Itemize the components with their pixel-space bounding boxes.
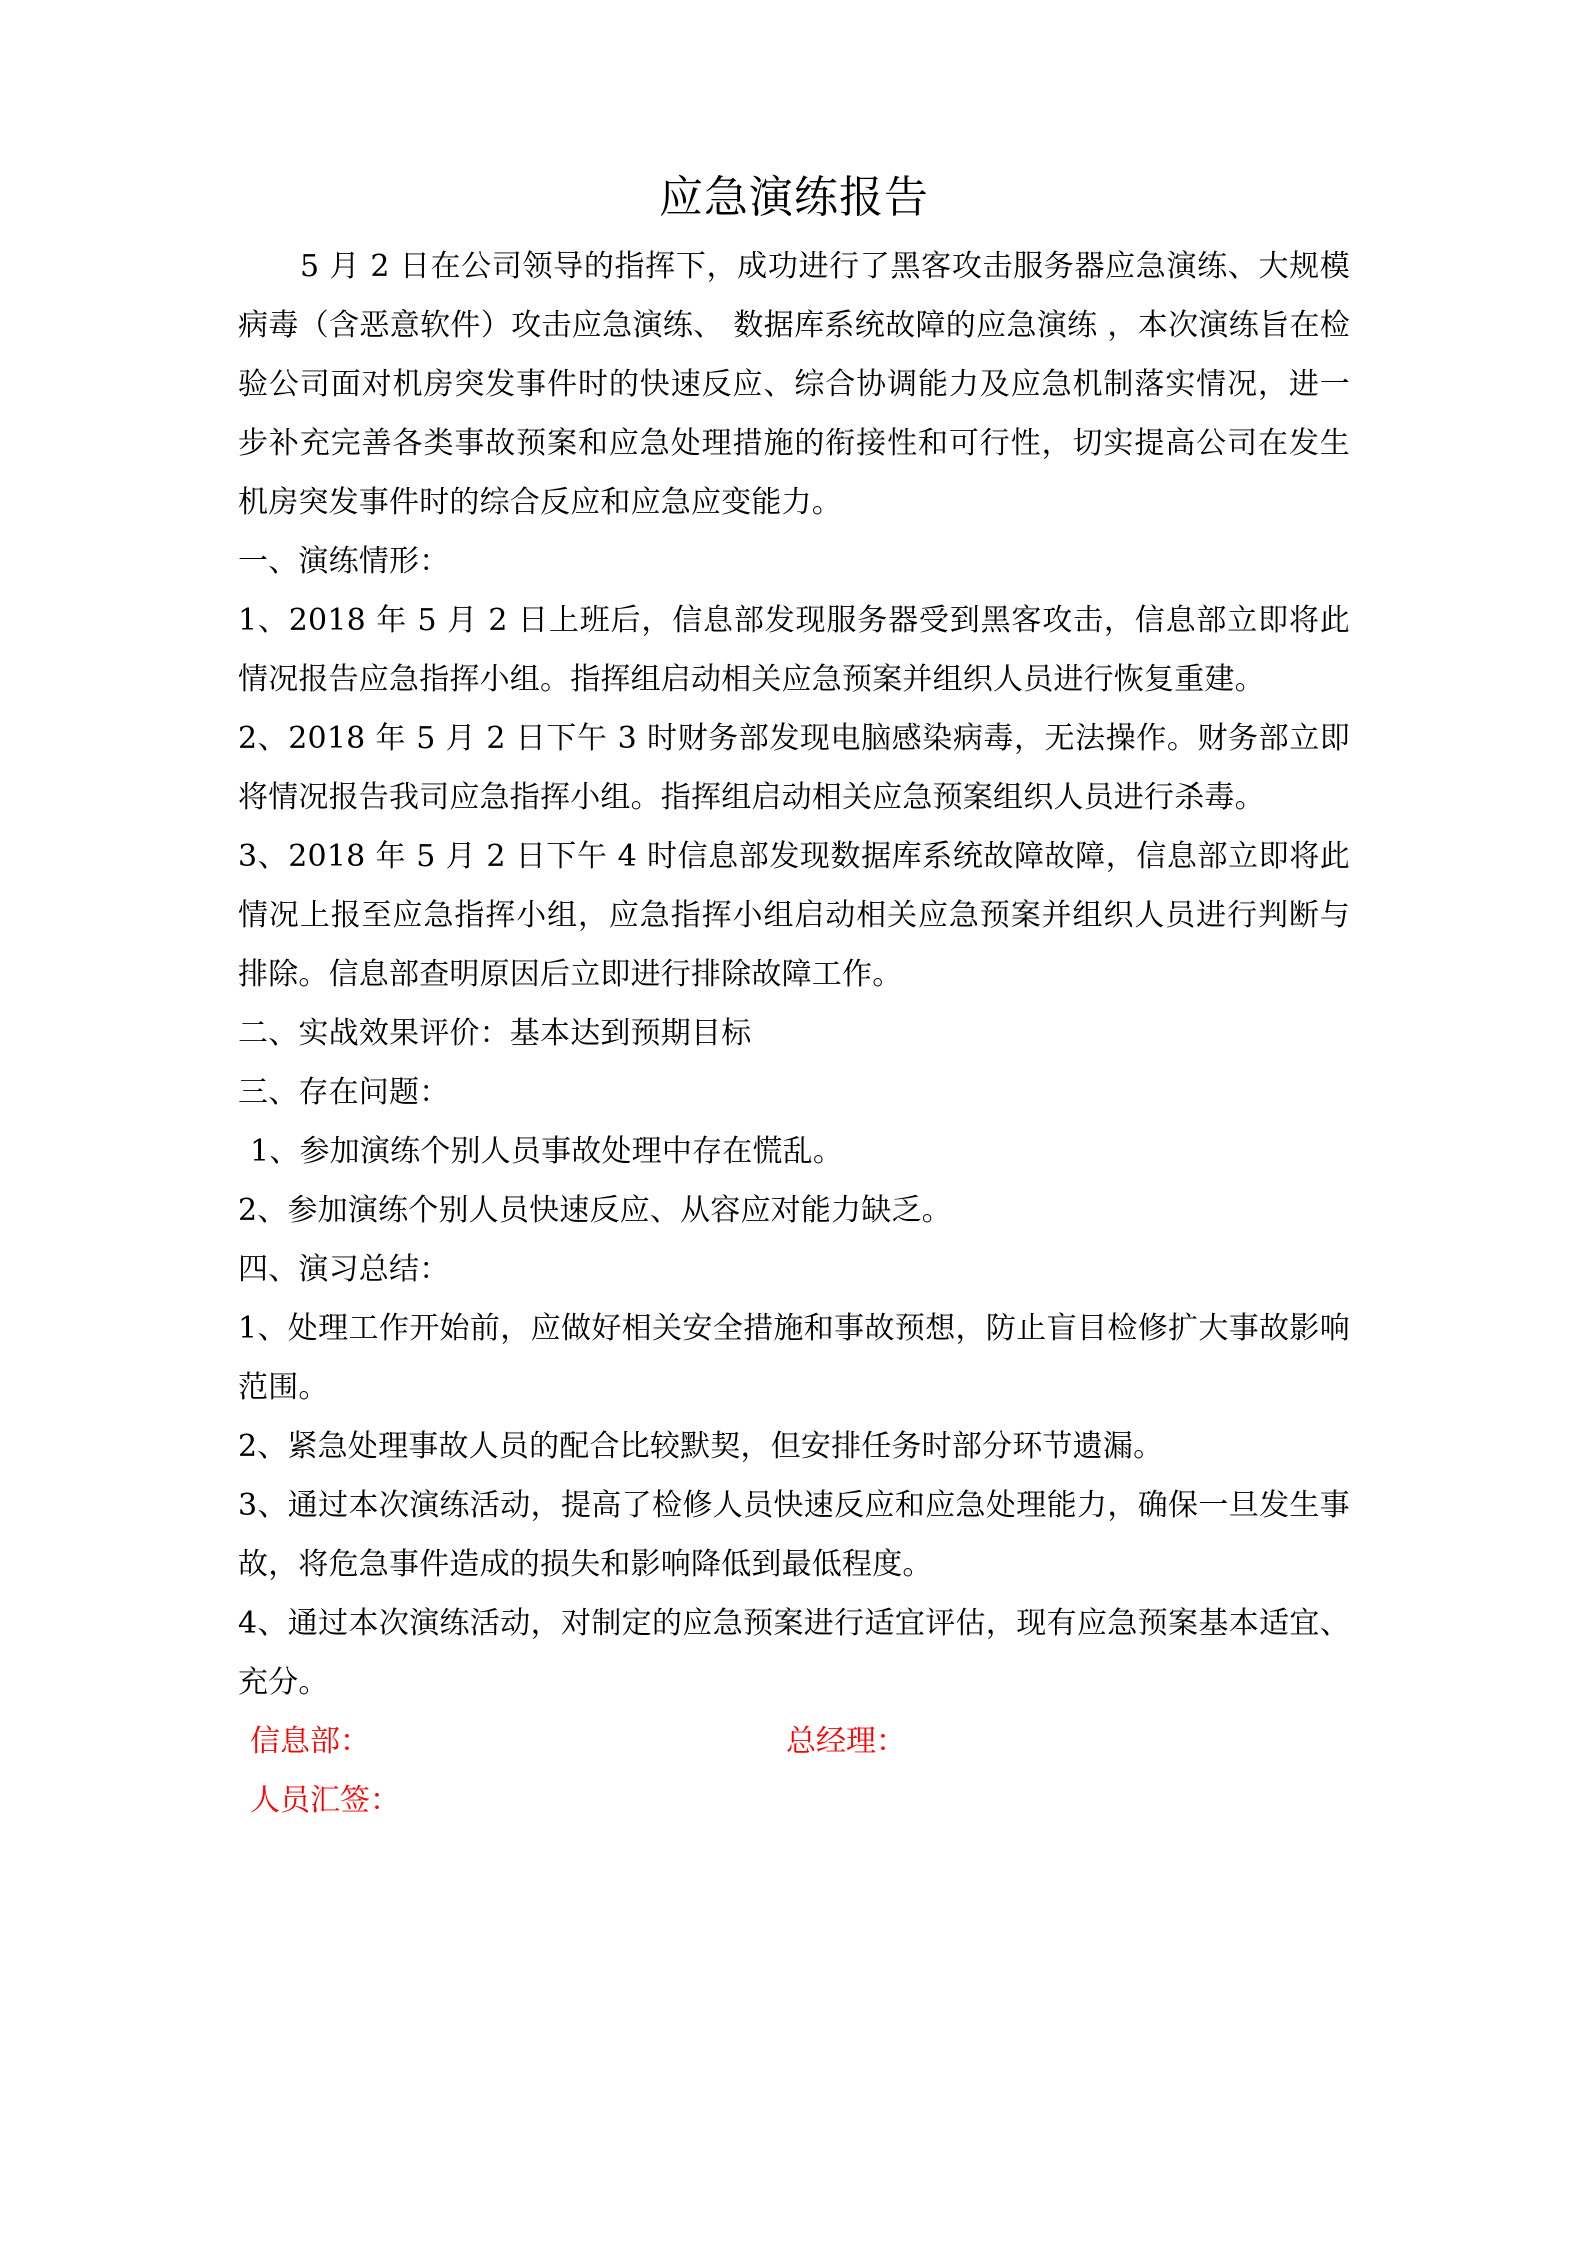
section-heading-2: 二、实战效果评价：基本达到预期目标 [238,1016,752,1052]
section-1-item-2: 2、2018 年 5 月 2 日下午 3 时财务部发现电脑感染病毒，无法操作。财务部立即将情况报告我司应急指挥小组。指挥组启动相关应急预案组织人员进行杀毒。 [238,721,1350,816]
section-4-item-2: 2、紧急处理事故人员的配合比较默契，但安排任务时部分环节遗漏。 [238,1429,1164,1465]
signature-department-label: 信息部： [250,1724,370,1760]
signature-joint-label: 人员汇签： [250,1783,400,1819]
section-heading-1: 一、演练情形： [238,544,450,580]
section-4-item-3: 3、通过本次演练活动，提高了检修人员快速反应和应急处理能力，确保一旦发生事故，将危急事件造成的损失和影响降低到最低程度。 [238,1488,1350,1583]
signature-row-joint [238,1771,1350,1830]
intro-paragraph: 5 月 2 日在公司领导的指挥下，成功进行了黑客攻击服务器应急演练、大规模病毒（含恶意软件）攻击应急演练、 数据库系统故障的应急演练 ，本次演练旨在检验公司面对机房突发事件时的快速反应、综合协调能力及应急机制落实情况，进一步补充完善各类事故预案和应急处理措施的衔接性和可行性，切实提高公司在发生机房突发事件时的综合反应和应急应变能力。 [238,249,1350,521]
section-4-item-4: 4、通过本次演练活动，对制定的应急预案进行适宜评估，现有应急预案基本适宜、充分。 [238,1606,1350,1701]
signature-row-primary [238,1712,1350,1771]
section-heading-3: 三、存在问题： [238,1075,450,1111]
section-3-item-2: 2、参加演练个别人员快速反应、从容应对能力缺乏。 [238,1193,952,1229]
section-3-item-1: 1、参加演练个别人员事故处理中存在慌乱。 [250,1134,844,1170]
page-title: 应急演练报告 [659,172,929,223]
section-heading-4: 四、演习总结： [238,1252,450,1288]
section-4-item-1: 1、处理工作开始前，应做好相关安全措施和事故预想，防止盲目检修扩大事故影响范围。 [238,1311,1350,1406]
signature-manager-label: 总经理： [786,1724,906,1760]
section-1-item-1: 1、2018 年 5 月 2 日上班后，信息部发现服务器受到黑客攻击，信息部立即将此情况报告应急指挥小组。指挥组启动相关应急预案并组织人员进行恢复重建。 [238,603,1350,698]
section-1-item-3: 3、2018 年 5 月 2 日下午 4 时信息部发现数据库系统故障故障，信息部立即将此情况上报至应急指挥小组，应急指挥小组启动相关应急预案并组织人员进行判断与排除。信息部查明原因后立即进行排除故障工作。 [238,839,1350,993]
document-body [238,168,1350,1830]
